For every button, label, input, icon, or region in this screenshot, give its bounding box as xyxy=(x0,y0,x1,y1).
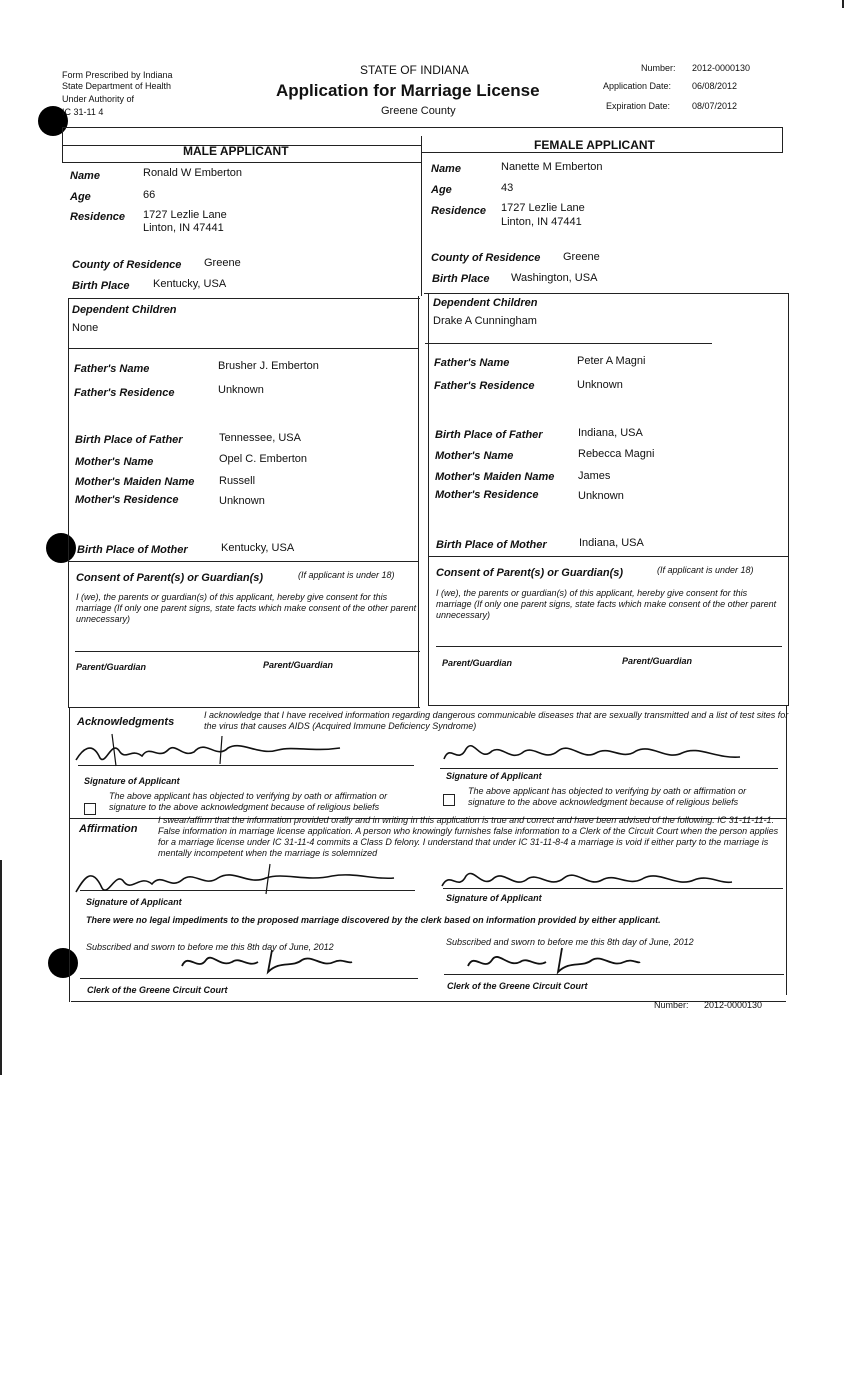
binder-hole-middle xyxy=(46,533,76,563)
female-age-value: 43 xyxy=(501,182,514,194)
authority-line: Under Authority of xyxy=(62,94,135,104)
male-mothers-maiden-label: Mother's Maiden Name xyxy=(75,476,195,488)
female-mothers-maiden-label: Mother's Maiden Name xyxy=(435,471,555,483)
female-name-value: Nanette M Emberton xyxy=(501,161,603,173)
male-residence-label: Residence xyxy=(70,211,126,223)
male-parent-guardian-2: Parent/Guardian xyxy=(263,660,334,670)
female-clerk-label: Clerk of the Greene Circuit Court xyxy=(447,981,588,991)
female-mothers-name-label: Mother's Name xyxy=(435,450,514,462)
no-impediments-statement: There were no legal impediments to the proposed marriage discovered by the clerk based on information provided by either applicant. xyxy=(86,915,661,925)
female-mothers-residence-label: Mother's Residence xyxy=(435,489,539,501)
male-birthplace-mother-value: Kentucky, USA xyxy=(221,542,295,554)
male-mothers-name-label: Mother's Name xyxy=(75,456,154,468)
application-date-label: Application Date: xyxy=(603,81,672,91)
female-birthplace-value: Washington, USA xyxy=(511,272,598,284)
binder-hole-bottom xyxy=(48,948,78,978)
female-objection-checkbox[interactable] xyxy=(443,794,455,806)
affirmation-label: Affirmation xyxy=(79,823,138,835)
affirmation-text: I swear/affirm that the information provided orally and in writing in this application is true and correct and have been advised of the following. IC 31-11-11-1. False information in marriage license application. A person who knowingly furnishes false information to a Clerk of the Circuit Court when the person applies for a marriage license under IC 31-11-4 commits a Class D felony. I understand that under IC 31-11-8-4 a marriage is void if either party to the marriage is mentally incompetent when the marriage is solemnized xyxy=(158,815,779,858)
divider xyxy=(68,298,420,299)
female-consent-title: Consent of Parent(s) or Guardian(s) xyxy=(436,567,624,579)
female-birthplace-mother-label: Birth Place of Mother xyxy=(436,539,547,551)
male-fathers-name-label: Father's Name xyxy=(74,363,150,375)
expiration-date-label: Expiration Date: xyxy=(606,101,671,111)
page-title: Application for Marriage License xyxy=(276,81,540,100)
male-objection-checkbox[interactable] xyxy=(84,803,96,815)
female-applicant-header: FEMALE APPLICANT xyxy=(534,138,655,152)
female-fathers-residence-label: Father's Residence xyxy=(434,380,535,392)
male-birthplace-label: Birth Place xyxy=(72,280,130,292)
male-age-value: 66 xyxy=(143,189,156,201)
male-acknowledgment-signature xyxy=(72,730,352,770)
authority-line: IC 31-11 4 xyxy=(62,107,104,117)
male-residence-line1: 1727 Lezlie Lane xyxy=(143,209,227,221)
number-label: Number: xyxy=(641,63,676,73)
divider xyxy=(436,646,782,647)
divider xyxy=(428,705,789,706)
divider xyxy=(68,707,420,708)
female-fathers-name-value: Peter A Magni xyxy=(577,355,646,367)
female-county-label: County of Residence xyxy=(431,252,541,264)
female-birthplace-father-label: Birth Place of Father xyxy=(435,429,543,441)
female-name-label: Name xyxy=(431,163,461,175)
female-affirmation-signature-label: Signature of Applicant xyxy=(446,893,542,903)
scan-edge-right xyxy=(842,0,844,8)
divider xyxy=(421,136,422,296)
male-birthplace-value: Kentucky, USA xyxy=(153,278,227,290)
divider xyxy=(62,162,421,163)
male-birthplace-father-value: Tennessee, USA xyxy=(219,432,301,444)
male-mothers-residence-value: Unknown xyxy=(219,495,265,507)
female-objection-text: The above applicant has objected to verifying by oath or affirmation or signature to the above acknowledgment because of religious beliefs xyxy=(468,786,747,807)
female-residence-label: Residence xyxy=(431,205,487,217)
female-age-label: Age xyxy=(431,184,452,196)
divider xyxy=(68,348,418,349)
female-fathers-name-label: Father's Name xyxy=(434,357,510,369)
male-clerk-signature xyxy=(176,944,356,978)
male-age-label: Age xyxy=(70,191,91,203)
female-birthplace-mother-value: Indiana, USA xyxy=(579,537,644,549)
male-ack-signature-label: Signature of Applicant xyxy=(84,776,180,786)
male-fathers-name-value: Brusher J. Emberton xyxy=(218,360,319,372)
female-birthplace-label: Birth Place xyxy=(432,273,490,285)
divider xyxy=(424,293,788,294)
female-county-value: Greene xyxy=(563,251,600,263)
male-birthplace-mother-label: Birth Place of Mother xyxy=(77,544,188,556)
male-consent-note: (If applicant is under 18) xyxy=(298,570,395,580)
female-ack-signature-label: Signature of Applicant xyxy=(446,771,542,781)
male-county-value: Greene xyxy=(204,257,241,269)
female-consent-note: (If applicant is under 18) xyxy=(657,565,754,575)
divider xyxy=(69,707,70,1002)
female-birthplace-father-value: Indiana, USA xyxy=(578,427,643,439)
female-dependents-label: Dependent Children xyxy=(433,297,538,309)
female-residence-line2: Linton, IN 47441 xyxy=(501,216,582,228)
divider xyxy=(782,127,783,153)
divider xyxy=(68,561,419,562)
male-fathers-residence-value: Unknown xyxy=(218,384,264,396)
male-dependents-label: Dependent Children xyxy=(72,304,177,316)
female-residence-line1: 1727 Lezlie Lane xyxy=(501,202,585,214)
divider xyxy=(425,343,712,344)
female-affirmation-signature xyxy=(438,862,738,896)
male-consent-text: I (we), the parents or guardian(s) of this applicant, hereby give consent for this marriage (If only one parent signs, state facts which make consent of the other parent unnecessary) xyxy=(76,592,417,624)
male-mothers-name-value: Opel C. Emberton xyxy=(219,453,308,465)
male-mothers-maiden-value: Russell xyxy=(219,475,256,487)
female-parent-guardian-1: Parent/Guardian xyxy=(442,658,513,668)
female-consent-text: I (we), the parents or guardian(s) of this applicant, hereby give consent for this marriage (If only one parent signs, state facts which make consent of the other parent unnecessary) xyxy=(436,588,777,620)
authority-line: Form Prescribed by Indiana xyxy=(62,70,173,80)
male-affirmation-signature-label: Signature of Applicant xyxy=(86,897,182,907)
male-applicant-header: MALE APPLICANT xyxy=(183,144,289,158)
expiration-date-value: 08/07/2012 xyxy=(692,101,738,111)
acknowledgments-label: Acknowledgments xyxy=(77,716,175,728)
application-date-value: 06/08/2012 xyxy=(692,81,738,91)
male-parent-guardian-1: Parent/Guardian xyxy=(76,662,147,672)
male-affirmation-signature xyxy=(70,858,400,900)
male-clerk-label: Clerk of the Greene Circuit Court xyxy=(87,985,228,995)
scan-edge-left xyxy=(0,860,2,1075)
female-parent-guardian-2: Parent/Guardian xyxy=(622,656,693,666)
divider xyxy=(428,556,789,557)
male-consent-title: Consent of Parent(s) or Guardian(s) xyxy=(76,572,264,584)
male-subscribed-text: Subscribed and sworn to before me this 8th day of June, 2012 xyxy=(86,942,334,952)
divider xyxy=(421,152,782,153)
divider xyxy=(786,705,787,995)
footer-number-value: 2012-0000130 xyxy=(704,1000,763,1010)
female-dependents-value: Drake A Cunningham xyxy=(433,315,537,327)
state-heading: STATE OF INDIANA xyxy=(360,63,469,77)
male-objection-text: The above applicant has objected to verifying by oath or affirmation or signature to the above acknowledgment because of religious beliefs xyxy=(109,791,388,812)
male-name-value: Ronald W Emberton xyxy=(143,167,243,179)
male-name-label: Name xyxy=(70,170,100,182)
male-mothers-residence-label: Mother's Residence xyxy=(75,494,179,506)
male-dependents-value: None xyxy=(72,322,99,334)
female-acknowledgment-signature xyxy=(440,735,750,771)
male-county-label: County of Residence xyxy=(72,259,182,271)
male-fathers-residence-label: Father's Residence xyxy=(74,387,175,399)
county-heading: Greene County xyxy=(381,105,456,117)
authority-line: State Department of Health xyxy=(62,81,172,91)
divider xyxy=(428,293,429,706)
divider xyxy=(62,127,63,163)
divider xyxy=(62,127,782,128)
divider xyxy=(418,296,419,708)
divider xyxy=(68,298,69,708)
divider xyxy=(788,293,789,706)
female-mothers-maiden-value: James xyxy=(578,470,611,482)
acknowledgments-text: I acknowledge that I have received information regarding dangerous communicable diseases that are sexually transmitted and a list of test sites for the virus that causes AIDS (Acquired Immune Deficiency Syndrome) xyxy=(204,710,789,731)
female-mothers-name-value: Rebecca Magni xyxy=(578,448,655,460)
female-fathers-residence-value: Unknown xyxy=(577,379,623,391)
female-clerk-signature xyxy=(462,942,642,978)
divider xyxy=(75,651,420,652)
female-mothers-residence-value: Unknown xyxy=(578,490,624,502)
footer-number-label: Number: xyxy=(654,1000,689,1010)
female-subscribed-text: Subscribed and sworn to before me this 8th day of June, 2012 xyxy=(446,937,694,947)
number-value: 2012-0000130 xyxy=(692,63,751,73)
male-residence-line2: Linton, IN 47441 xyxy=(143,222,224,234)
divider xyxy=(80,978,418,979)
male-birthplace-father-label: Birth Place of Father xyxy=(75,434,183,446)
